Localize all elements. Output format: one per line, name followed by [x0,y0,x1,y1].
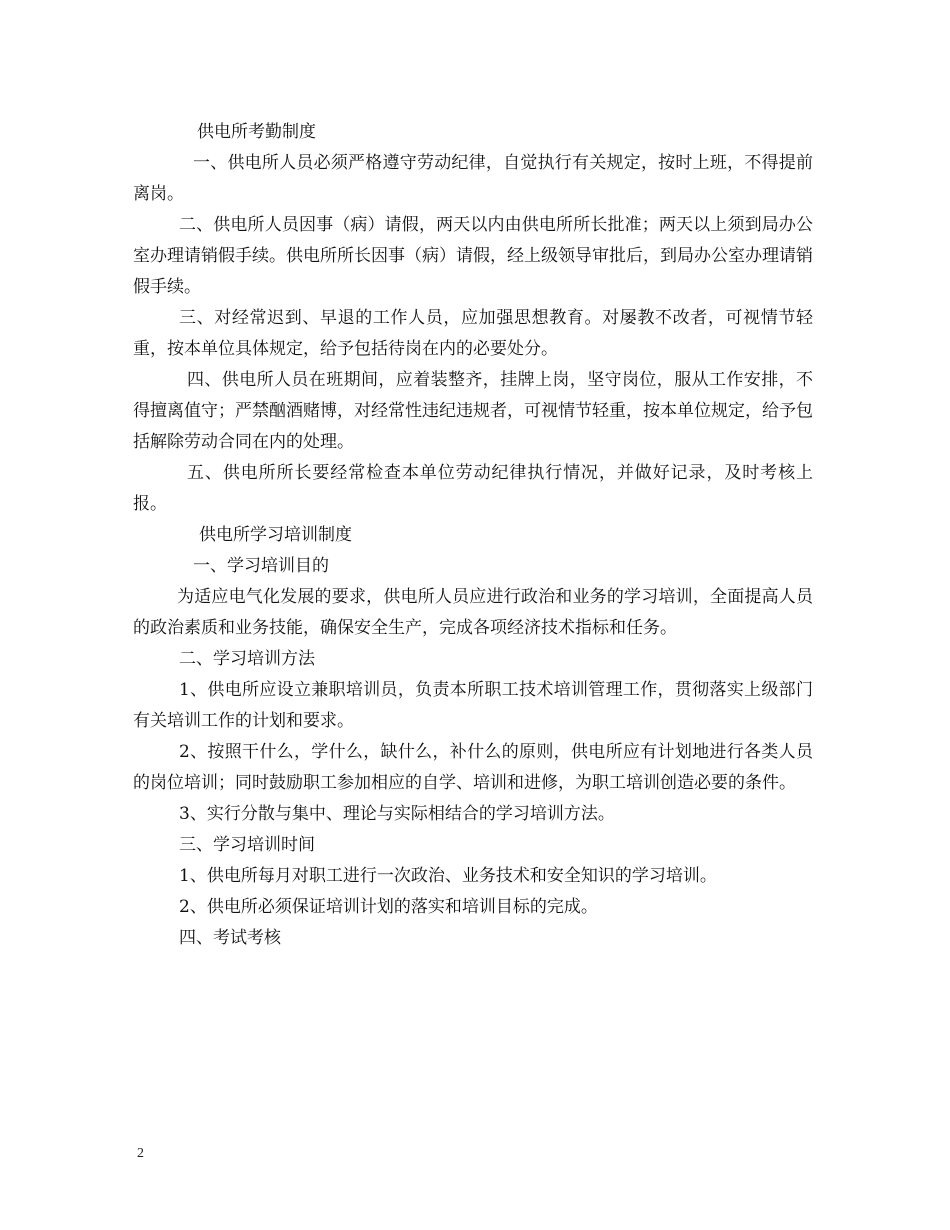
paragraph: 1、供电所应设立兼职培训员，负责本所职工技术培训管理工作，贯彻落实上级部门有关培训工作的计划和要求。 [133,680,813,731]
subheading: 四、考试考核 [179,928,281,948]
paragraph: 二、供电所人员因事（病）请假，两天以内由供电所所长批准；两天以上须到局办公室办理请销假手续。供电所所长因事（病）请假，经上级领导审批后，到局办公室办理请销假手续。 [133,215,813,297]
paragraph: 为适应电气化发展的要求，供电所人员应进行政治和业务的学习培训，全面提高人员的政治素质和业务技能，确保安全生产，完成各项经济技术指标和任务。 [133,587,813,638]
document-body [133,117,813,954]
paragraph: 2、按照干什么，学什么，缺什么，补什么的原则，供电所应有计划地进行各类人员的岗位培训；同时鼓励职工参加相应的自学、培训和进修，为职工培训创造必要的条件。 [133,742,813,793]
paragraph: 三、对经常迟到、早退的工作人员，应加强思想教育。对屡教不改者，可视情节轻重，按本单位具体规定，给予包括待岗在内的必要处分。 [133,308,813,359]
paragraph: 一、供电所人员必须严格遵守劳动纪律，自觉执行有关规定，按时上班，不得提前离岗。 [133,153,813,204]
paragraph: 2、供电所必须保证培训计划的落实和培训目标的完成。 [179,897,598,917]
subheading: 一、学习培训目的 [193,556,329,576]
paragraph: 1、供电所每月对职工进行一次政治、业务技术和安全知识的学习培训。 [179,866,717,886]
section-title-training: 供电所学习培训制度 [199,525,352,545]
subheading: 二、学习培训方法 [179,649,315,669]
paragraph: 3、实行分散与集中、理论与实际相结合的学习培训方法。 [179,804,615,824]
subheading: 三、学习培训时间 [179,835,315,855]
page-number: 2 [137,1146,144,1161]
section-title-attendance: 供电所考勤制度 [197,122,316,142]
paragraph: 四、供电所人员在班期间，应着装整齐，挂牌上岗，坚守岗位，服从工作安排，不得擅离值守；严禁酗酒赌博，对经常性违纪违规者，可视情节轻重，按本单位规定，给予包括解除劳动合同在内的处理。 [133,370,813,452]
paragraph: 五、供电所所长要经常检查本单位劳动纪律执行情况，并做好记录，及时考核上报。 [133,463,813,514]
